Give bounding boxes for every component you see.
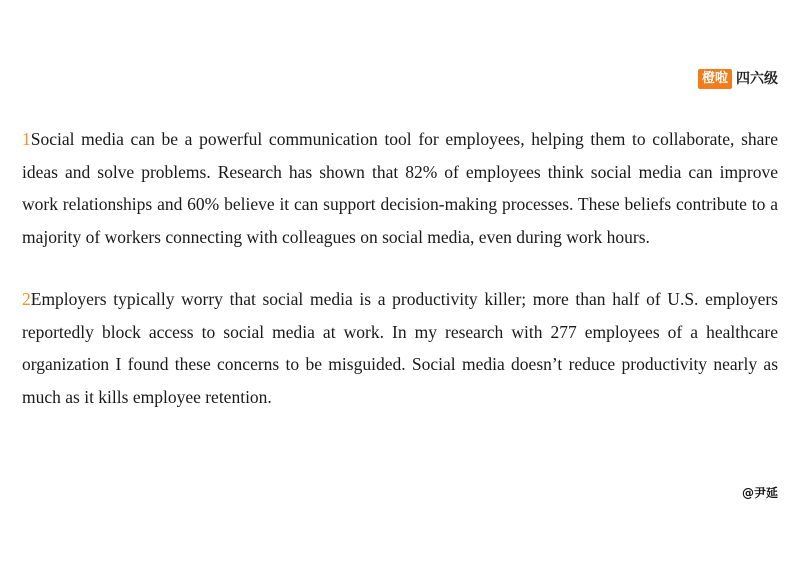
paragraph-text: Social media can be a powerful communication tool for employees, helping them to collaborate, share ideas and solve problems. Research has shown that 82% of employees think social media can improve work relationships and 60% believe it can support decision-making processes. These beliefs contribute to a majority of workers connecting with colleagues on social media, even during work hours. [22,129,778,247]
brand-header [698,69,778,89]
article-body [22,123,778,413]
paragraph-text: Employers typically worry that social media is a productivity killer; more than half of U.S. employers reportedly block access to social media at work. In my research with 277 employees of a healthcare organization I found these concerns to be misguided. Social media doesn’t reduce productivity nearly as much as it kills employee retention. [22,289,778,407]
paragraph-2 [22,283,778,413]
paragraph-number: 2 [22,289,31,309]
paragraph-1 [22,123,778,253]
author-credit: @尹延 [741,486,778,500]
paragraph-number: 1 [22,129,31,149]
brand-subtitle: 四六级 [736,71,778,87]
brand-logo: 橙啦 [698,69,732,89]
